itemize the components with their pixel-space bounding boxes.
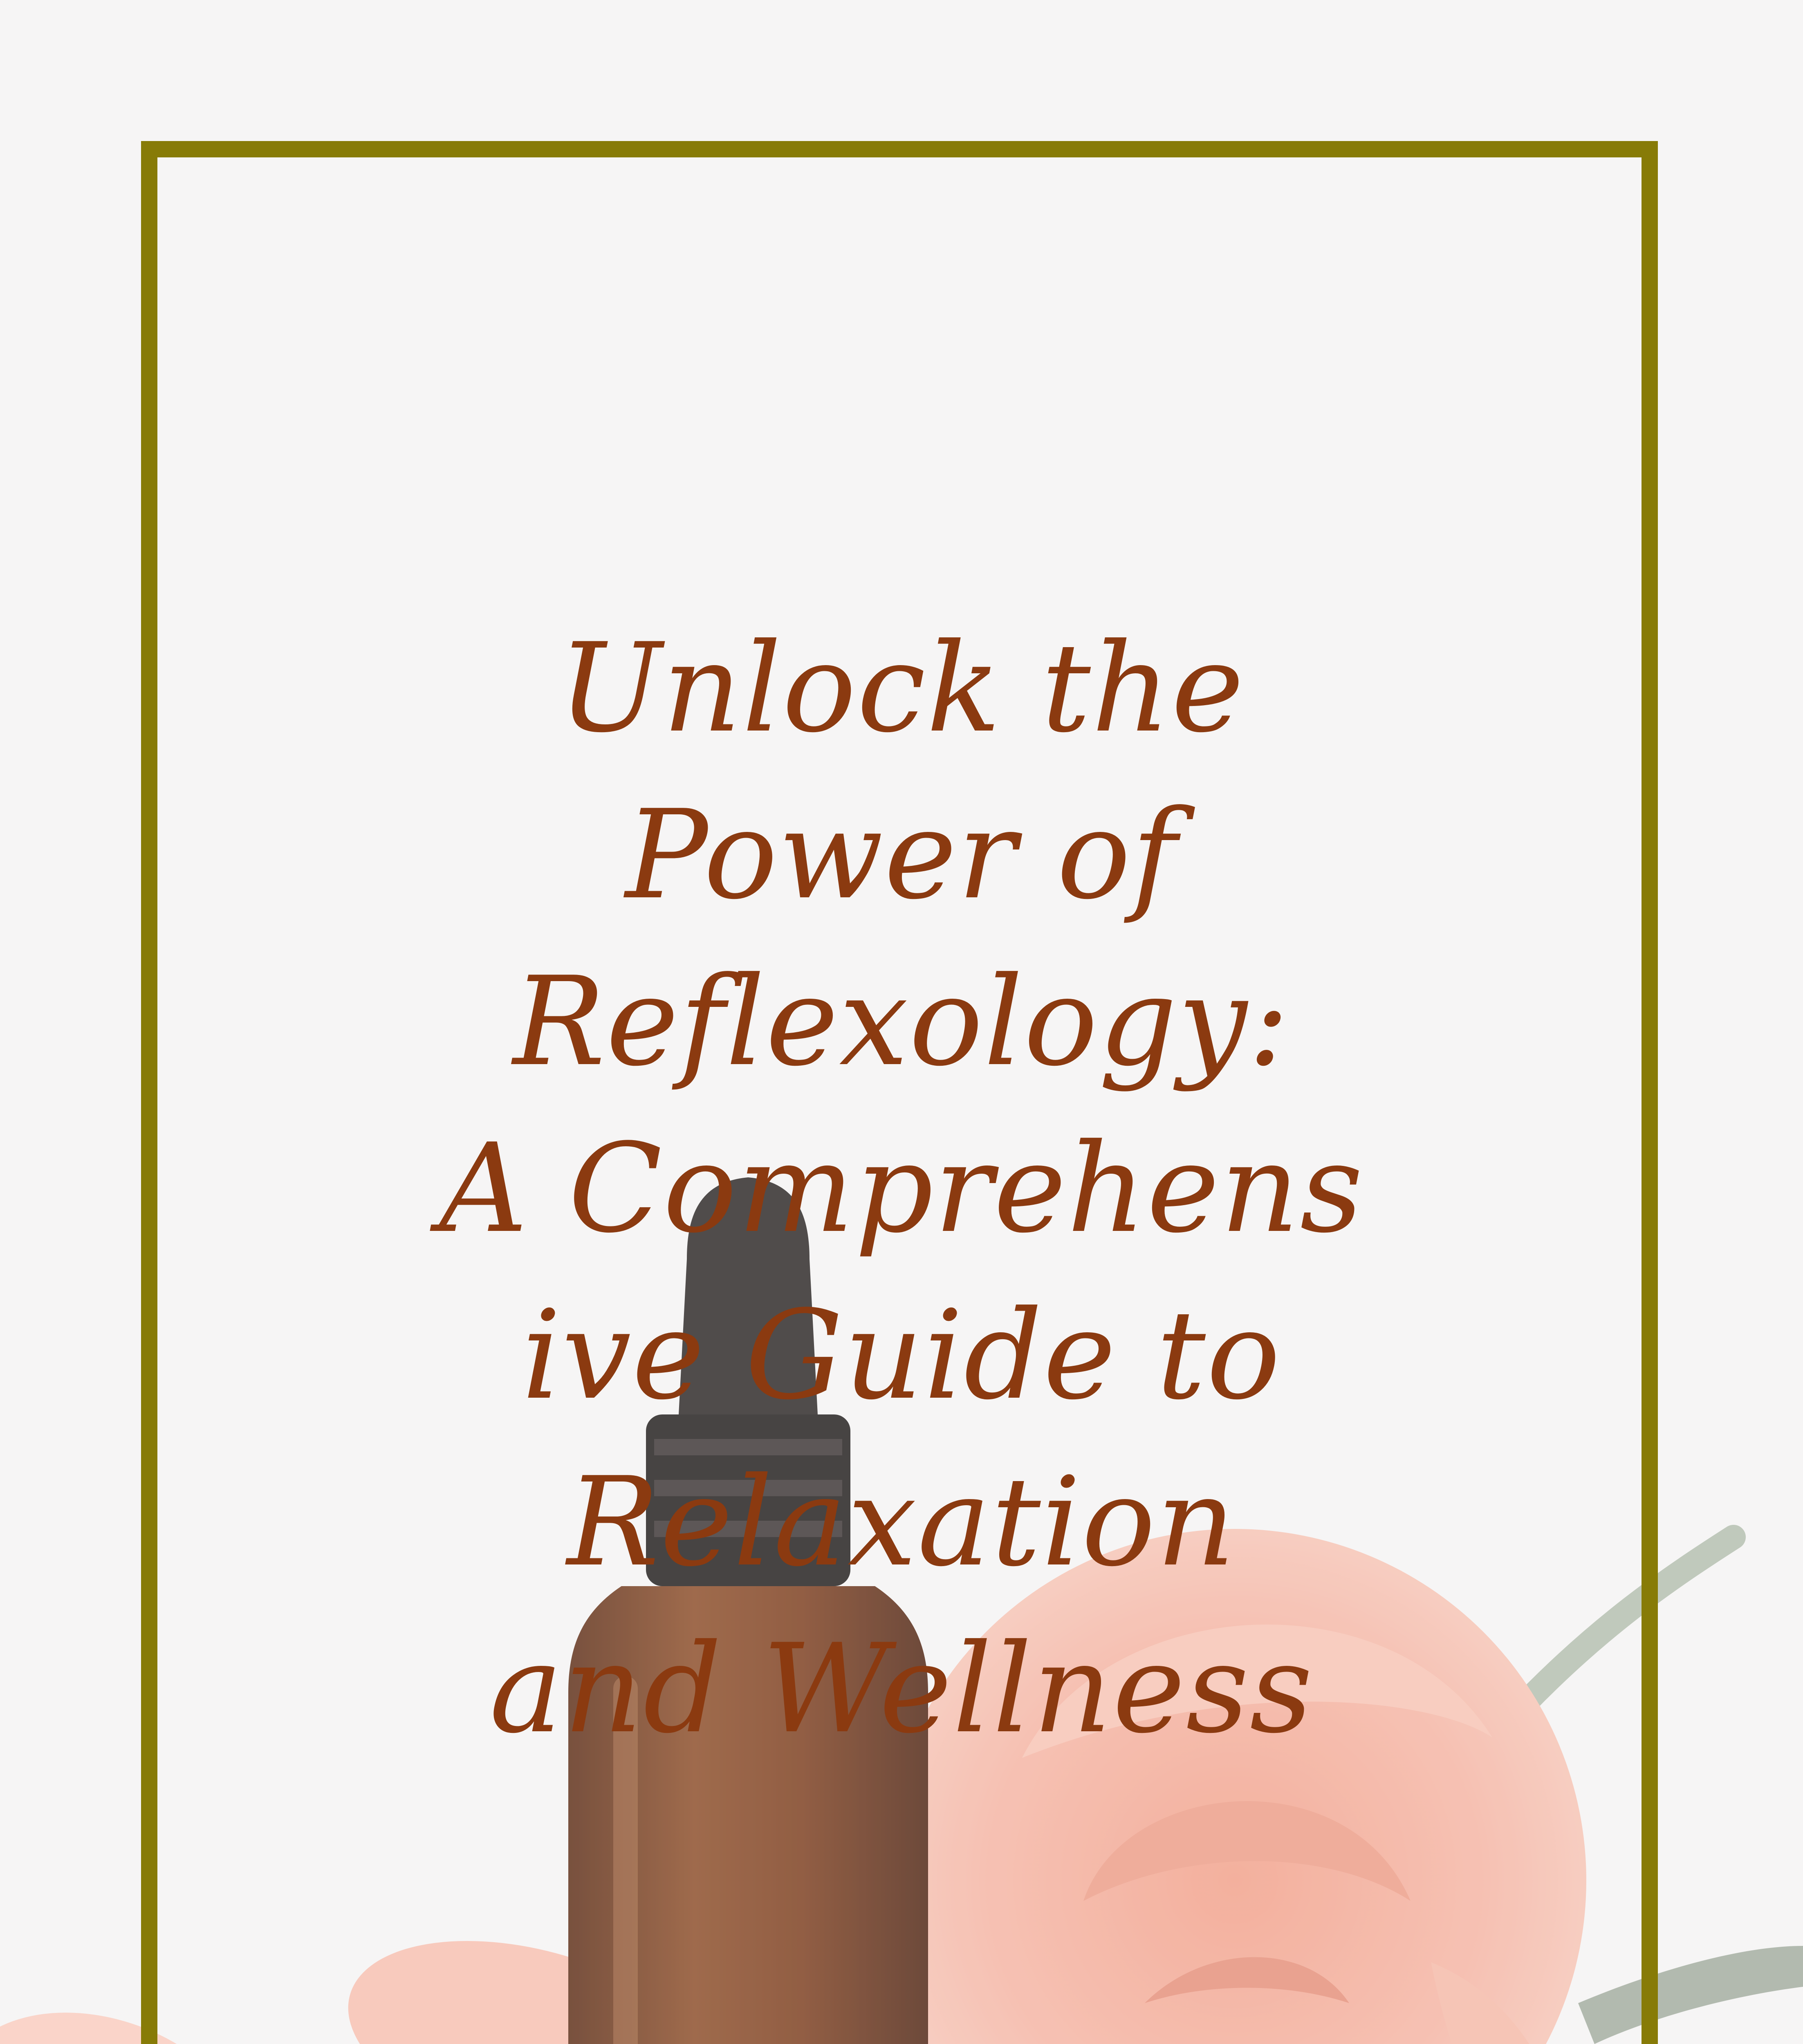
title-line: and Wellness [489, 1618, 1314, 1760]
title-line: ive Guide to [522, 1284, 1281, 1427]
title-line: A Comprehens [439, 1117, 1364, 1260]
title-line: Reflexology: [513, 950, 1290, 1093]
title-line: Relaxation [567, 1451, 1236, 1594]
page-title [229, 605, 1574, 1773]
title-line: Power of [625, 784, 1178, 926]
title-line: Unlock the [558, 617, 1245, 760]
